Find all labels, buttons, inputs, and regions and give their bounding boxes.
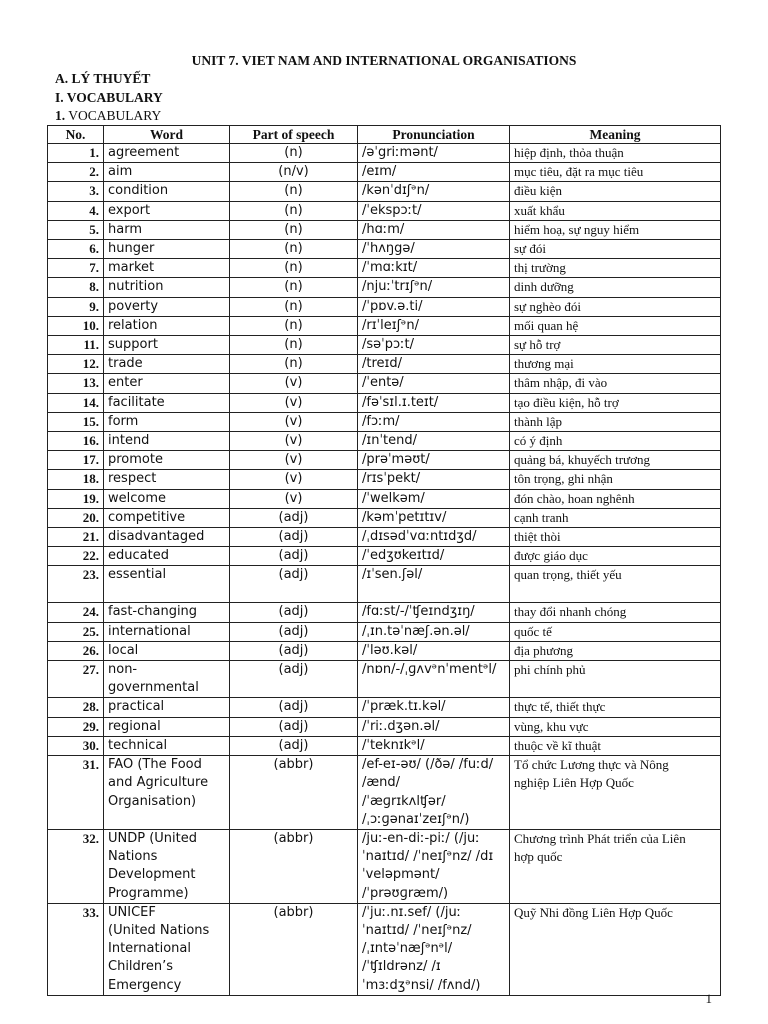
cell-pronunciation: /ˈwelkəm/ bbox=[358, 489, 510, 508]
header-no: No. bbox=[48, 126, 104, 144]
cell-no: 25. bbox=[48, 622, 104, 641]
cell-meaning: sự đói bbox=[510, 240, 721, 259]
cell-part-of-speech: (adj) bbox=[230, 661, 358, 698]
cell-meaning: cạnh tranh bbox=[510, 508, 721, 527]
page-number: 1 bbox=[705, 991, 712, 1006]
cell-meaning: quảng bá, khuyếch trương bbox=[510, 451, 721, 470]
cell-no: 14. bbox=[48, 393, 104, 412]
cell-part-of-speech: (n) bbox=[230, 355, 358, 374]
cell-part-of-speech: (adj) bbox=[230, 547, 358, 566]
cell-no: 16. bbox=[48, 432, 104, 451]
cell-no: 7. bbox=[48, 259, 104, 278]
cell-pronunciation: /fɑːst/-/ˈʧeɪndʒɪŋ/ bbox=[358, 603, 510, 622]
table-row bbox=[48, 622, 721, 641]
cell-word: hunger bbox=[104, 240, 230, 259]
vocabulary-table bbox=[47, 125, 721, 996]
cell-pronunciation: /ˈləʊ.kəl/ bbox=[358, 641, 510, 660]
table-row bbox=[48, 756, 721, 830]
table-row bbox=[48, 355, 721, 374]
cell-meaning: mục tiêu, đặt ra mục tiêu bbox=[510, 163, 721, 182]
page-title: UNIT 7. VIET NAM AND INTERNATIONAL ORGANISATIONS bbox=[191, 53, 577, 68]
cell-part-of-speech: (adj) bbox=[230, 717, 358, 736]
cell-meaning: thị trường bbox=[510, 259, 721, 278]
cell-pronunciation: /nɒn/-/ˌɡʌvᵊnˈmentᵊl/ bbox=[358, 661, 510, 698]
cell-pronunciation: /ˈpræk.tɪ.kəl/ bbox=[358, 698, 510, 717]
table-row bbox=[48, 163, 721, 182]
table-row bbox=[48, 336, 721, 355]
table-row bbox=[48, 717, 721, 736]
cell-word: welcome bbox=[104, 489, 230, 508]
cell-no: 33. bbox=[48, 903, 104, 995]
cell-meaning: thâm nhập, đi vào bbox=[510, 374, 721, 393]
cell-word: harm bbox=[104, 220, 230, 239]
cell-word: trade bbox=[104, 355, 230, 374]
cell-pronunciation: /ˌɪn.təˈnæʃ.ən.əl/ bbox=[358, 622, 510, 641]
cell-pronunciation: /kəmˈpetɪtɪv/ bbox=[358, 508, 510, 527]
table-body bbox=[48, 144, 721, 996]
cell-pronunciation: /ˈpɒv.ə.ti/ bbox=[358, 297, 510, 316]
cell-part-of-speech: (v) bbox=[230, 412, 358, 431]
cell-meaning: điều kiện bbox=[510, 182, 721, 201]
cell-meaning: Chương trình Phát triển của Liên hợp quốc bbox=[510, 829, 721, 903]
cell-pronunciation: /kənˈdɪʃᵊn/ bbox=[358, 182, 510, 201]
cell-part-of-speech: (n) bbox=[230, 259, 358, 278]
table-row bbox=[48, 201, 721, 220]
cell-meaning: đón chào, hoan nghênh bbox=[510, 489, 721, 508]
cell-meaning: tôn trọng, ghi nhận bbox=[510, 470, 721, 489]
table-row bbox=[48, 566, 721, 603]
table-header-row bbox=[48, 126, 721, 144]
cell-word: intend bbox=[104, 432, 230, 451]
section-heading-vocabulary: I. VOCABULARY bbox=[55, 90, 163, 105]
cell-word: enter bbox=[104, 374, 230, 393]
table-row bbox=[48, 547, 721, 566]
cell-no: 2. bbox=[48, 163, 104, 182]
cell-pronunciation: /ˈjuː.nɪ.sef/ (/juː ˈnaɪtɪd/ /ˈneɪʃᵊnz/ /ˌɪntəˈnæʃᵊnᵊl/ /ˈʧɪldrənz/ /ɪ ˈmɜːdʒᵊnsi/ /fʌnd/) bbox=[358, 903, 510, 995]
table-row bbox=[48, 393, 721, 412]
cell-word: export bbox=[104, 201, 230, 220]
table-row bbox=[48, 259, 721, 278]
cell-meaning: được giáo dục bbox=[510, 547, 721, 566]
cell-word: regional bbox=[104, 717, 230, 736]
cell-part-of-speech: (v) bbox=[230, 451, 358, 470]
cell-word: technical bbox=[104, 736, 230, 755]
cell-word: UNDP (United Nations Development Programme) bbox=[104, 829, 230, 903]
cell-word: international bbox=[104, 622, 230, 641]
cell-word: promote bbox=[104, 451, 230, 470]
cell-pronunciation: /hɑːm/ bbox=[358, 220, 510, 239]
section-heading-theory: A. LÝ THUYẾT bbox=[55, 71, 151, 86]
cell-pronunciation: /rɪsˈpekt/ bbox=[358, 470, 510, 489]
table-row bbox=[48, 278, 721, 297]
cell-word: local bbox=[104, 641, 230, 660]
cell-no: 8. bbox=[48, 278, 104, 297]
table-row bbox=[48, 316, 721, 335]
cell-pronunciation: /ˈekspɔːt/ bbox=[358, 201, 510, 220]
cell-word: condition bbox=[104, 182, 230, 201]
table-row bbox=[48, 297, 721, 316]
cell-no: 31. bbox=[48, 756, 104, 830]
cell-meaning: thuộc về kĩ thuật bbox=[510, 736, 721, 755]
cell-meaning: thiệt thòi bbox=[510, 528, 721, 547]
header-word: Word bbox=[104, 126, 230, 144]
cell-pronunciation: /ˈmɑːkɪt/ bbox=[358, 259, 510, 278]
cell-part-of-speech: (adj) bbox=[230, 736, 358, 755]
cell-word: non- governmental bbox=[104, 661, 230, 698]
cell-no: 20. bbox=[48, 508, 104, 527]
subsection-number: 1. bbox=[55, 108, 66, 123]
cell-meaning: hiểm hoạ, sự nguy hiểm bbox=[510, 220, 721, 239]
table-row bbox=[48, 698, 721, 717]
table-row bbox=[48, 829, 721, 903]
table-row bbox=[48, 528, 721, 547]
cell-word: facilitate bbox=[104, 393, 230, 412]
cell-pronunciation: /treɪd/ bbox=[358, 355, 510, 374]
cell-word: form bbox=[104, 412, 230, 431]
cell-word: educated bbox=[104, 547, 230, 566]
cell-part-of-speech: (v) bbox=[230, 374, 358, 393]
cell-part-of-speech: (n) bbox=[230, 220, 358, 239]
cell-no: 9. bbox=[48, 297, 104, 316]
cell-no: 21. bbox=[48, 528, 104, 547]
table-row bbox=[48, 412, 721, 431]
cell-pronunciation: /ˈedʒʊkeɪtɪd/ bbox=[358, 547, 510, 566]
cell-part-of-speech: (n) bbox=[230, 297, 358, 316]
cell-part-of-speech: (n) bbox=[230, 336, 358, 355]
cell-pronunciation: /ɪˈsen.ʃəl/ bbox=[358, 566, 510, 603]
cell-word: respect bbox=[104, 470, 230, 489]
cell-no: 13. bbox=[48, 374, 104, 393]
cell-word: agreement bbox=[104, 144, 230, 163]
subsection-label: VOCABULARY bbox=[65, 108, 162, 123]
cell-meaning: thay đổi nhanh chóng bbox=[510, 603, 721, 622]
cell-part-of-speech: (n) bbox=[230, 316, 358, 335]
cell-pronunciation: /njuːˈtrɪʃᵊn/ bbox=[358, 278, 510, 297]
cell-no: 30. bbox=[48, 736, 104, 755]
cell-part-of-speech: (abbr) bbox=[230, 903, 358, 995]
cell-part-of-speech: (n) bbox=[230, 144, 358, 163]
cell-pronunciation: /ef-eɪ-əʊ/ (/ðə/ /fuːd/ /ænd/ /ˈæɡrɪkʌlʧər/ /ˌɔːɡənaɪˈzeɪʃᵊn/) bbox=[358, 756, 510, 830]
cell-part-of-speech: (n) bbox=[230, 240, 358, 259]
cell-part-of-speech: (v) bbox=[230, 432, 358, 451]
cell-word: disadvantaged bbox=[104, 528, 230, 547]
cell-pronunciation: /səˈpɔːt/ bbox=[358, 336, 510, 355]
cell-word: poverty bbox=[104, 297, 230, 316]
cell-meaning: tạo điều kiện, hỗ trợ bbox=[510, 393, 721, 412]
cell-meaning: vùng, khu vực bbox=[510, 717, 721, 736]
subsection-heading-vocabulary bbox=[55, 108, 161, 124]
cell-pronunciation: /ˈriː.dʒən.əl/ bbox=[358, 717, 510, 736]
header-part-of-speech: Part of speech bbox=[230, 126, 358, 144]
cell-no: 32. bbox=[48, 829, 104, 903]
cell-meaning: có ý định bbox=[510, 432, 721, 451]
cell-no: 6. bbox=[48, 240, 104, 259]
cell-word: market bbox=[104, 259, 230, 278]
cell-part-of-speech: (adj) bbox=[230, 622, 358, 641]
cell-pronunciation: /ˌdɪsədˈvɑːntɪdʒd/ bbox=[358, 528, 510, 547]
cell-no: 1. bbox=[48, 144, 104, 163]
table-row bbox=[48, 432, 721, 451]
cell-part-of-speech: (abbr) bbox=[230, 829, 358, 903]
cell-pronunciation: /fɔːm/ bbox=[358, 412, 510, 431]
cell-word: support bbox=[104, 336, 230, 355]
table-row bbox=[48, 470, 721, 489]
cell-word: aim bbox=[104, 163, 230, 182]
cell-meaning: mối quan hệ bbox=[510, 316, 721, 335]
cell-no: 10. bbox=[48, 316, 104, 335]
cell-word: FAO (The Food and Agriculture Organisation) bbox=[104, 756, 230, 830]
cell-no: 24. bbox=[48, 603, 104, 622]
cell-part-of-speech: (adj) bbox=[230, 641, 358, 660]
cell-pronunciation: /ˈentə/ bbox=[358, 374, 510, 393]
cell-part-of-speech: (adj) bbox=[230, 528, 358, 547]
cell-no: 19. bbox=[48, 489, 104, 508]
cell-meaning: thành lập bbox=[510, 412, 721, 431]
cell-meaning: địa phương bbox=[510, 641, 721, 660]
cell-part-of-speech: (abbr) bbox=[230, 756, 358, 830]
cell-no: 23. bbox=[48, 566, 104, 603]
cell-meaning: quốc tế bbox=[510, 622, 721, 641]
table-row bbox=[48, 240, 721, 259]
table-row bbox=[48, 903, 721, 995]
cell-meaning: thương mại bbox=[510, 355, 721, 374]
cell-pronunciation: /fəˈsɪl.ɪ.teɪt/ bbox=[358, 393, 510, 412]
cell-meaning: sự nghèo đói bbox=[510, 297, 721, 316]
table-row bbox=[48, 736, 721, 755]
cell-pronunciation: /əˈgriːmənt/ bbox=[358, 144, 510, 163]
cell-meaning: quan trọng, thiết yếu bbox=[510, 566, 721, 603]
cell-part-of-speech: (n) bbox=[230, 182, 358, 201]
cell-meaning: xuất khẩu bbox=[510, 201, 721, 220]
cell-meaning: thực tế, thiết thực bbox=[510, 698, 721, 717]
table-row bbox=[48, 220, 721, 239]
cell-no: 11. bbox=[48, 336, 104, 355]
cell-pronunciation: /ˈhʌŋgə/ bbox=[358, 240, 510, 259]
cell-no: 4. bbox=[48, 201, 104, 220]
cell-part-of-speech: (n) bbox=[230, 278, 358, 297]
table-row bbox=[48, 182, 721, 201]
table-row bbox=[48, 489, 721, 508]
cell-no: 3. bbox=[48, 182, 104, 201]
cell-no: 26. bbox=[48, 641, 104, 660]
cell-meaning: dinh dưỡng bbox=[510, 278, 721, 297]
table-row bbox=[48, 661, 721, 698]
cell-no: 29. bbox=[48, 717, 104, 736]
cell-word: fast-changing bbox=[104, 603, 230, 622]
cell-part-of-speech: (adj) bbox=[230, 566, 358, 603]
cell-part-of-speech: (adj) bbox=[230, 603, 358, 622]
cell-pronunciation: /rɪˈleɪʃᵊn/ bbox=[358, 316, 510, 335]
cell-part-of-speech: (adj) bbox=[230, 698, 358, 717]
cell-no: 17. bbox=[48, 451, 104, 470]
table-row bbox=[48, 374, 721, 393]
cell-meaning: sự hỗ trợ bbox=[510, 336, 721, 355]
cell-no: 28. bbox=[48, 698, 104, 717]
table-row bbox=[48, 508, 721, 527]
cell-meaning: Tổ chức Lương thực và Nông nghiệp Liên Hợp Quốc bbox=[510, 756, 721, 830]
cell-word: practical bbox=[104, 698, 230, 717]
cell-part-of-speech: (v) bbox=[230, 489, 358, 508]
table-row bbox=[48, 451, 721, 470]
cell-pronunciation: /ɪnˈtend/ bbox=[358, 432, 510, 451]
cell-part-of-speech: (v) bbox=[230, 470, 358, 489]
table-row bbox=[48, 641, 721, 660]
cell-word: competitive bbox=[104, 508, 230, 527]
cell-no: 5. bbox=[48, 220, 104, 239]
cell-word: relation bbox=[104, 316, 230, 335]
cell-pronunciation: /eɪm/ bbox=[358, 163, 510, 182]
table-row bbox=[48, 603, 721, 622]
cell-part-of-speech: (adj) bbox=[230, 508, 358, 527]
cell-word: UNICEF (United Nations International Children’s Emergency bbox=[104, 903, 230, 995]
cell-pronunciation: /prəˈməʊt/ bbox=[358, 451, 510, 470]
cell-pronunciation: /juː-en-diː-piː/ (/juː ˈnaɪtɪd/ /ˈneɪʃᵊnz/ /dɪ ˈveləpmənt/ /ˈprəʊɡræm/) bbox=[358, 829, 510, 903]
cell-word: nutrition bbox=[104, 278, 230, 297]
table-row bbox=[48, 144, 721, 163]
header-pronunciation: Pronunciation bbox=[358, 126, 510, 144]
cell-part-of-speech: (v) bbox=[230, 393, 358, 412]
cell-no: 27. bbox=[48, 661, 104, 698]
cell-word: essential bbox=[104, 566, 230, 603]
cell-no: 15. bbox=[48, 412, 104, 431]
cell-no: 12. bbox=[48, 355, 104, 374]
cell-meaning: hiệp định, thỏa thuận bbox=[510, 144, 721, 163]
cell-no: 18. bbox=[48, 470, 104, 489]
cell-meaning: Quỹ Nhi đồng Liên Hợp Quốc bbox=[510, 903, 721, 995]
cell-meaning: phi chính phủ bbox=[510, 661, 721, 698]
cell-pronunciation: /ˈteknɪkᵊl/ bbox=[358, 736, 510, 755]
header-meaning: Meaning bbox=[510, 126, 721, 144]
cell-part-of-speech: (n/v) bbox=[230, 163, 358, 182]
cell-part-of-speech: (n) bbox=[230, 201, 358, 220]
cell-no: 22. bbox=[48, 547, 104, 566]
